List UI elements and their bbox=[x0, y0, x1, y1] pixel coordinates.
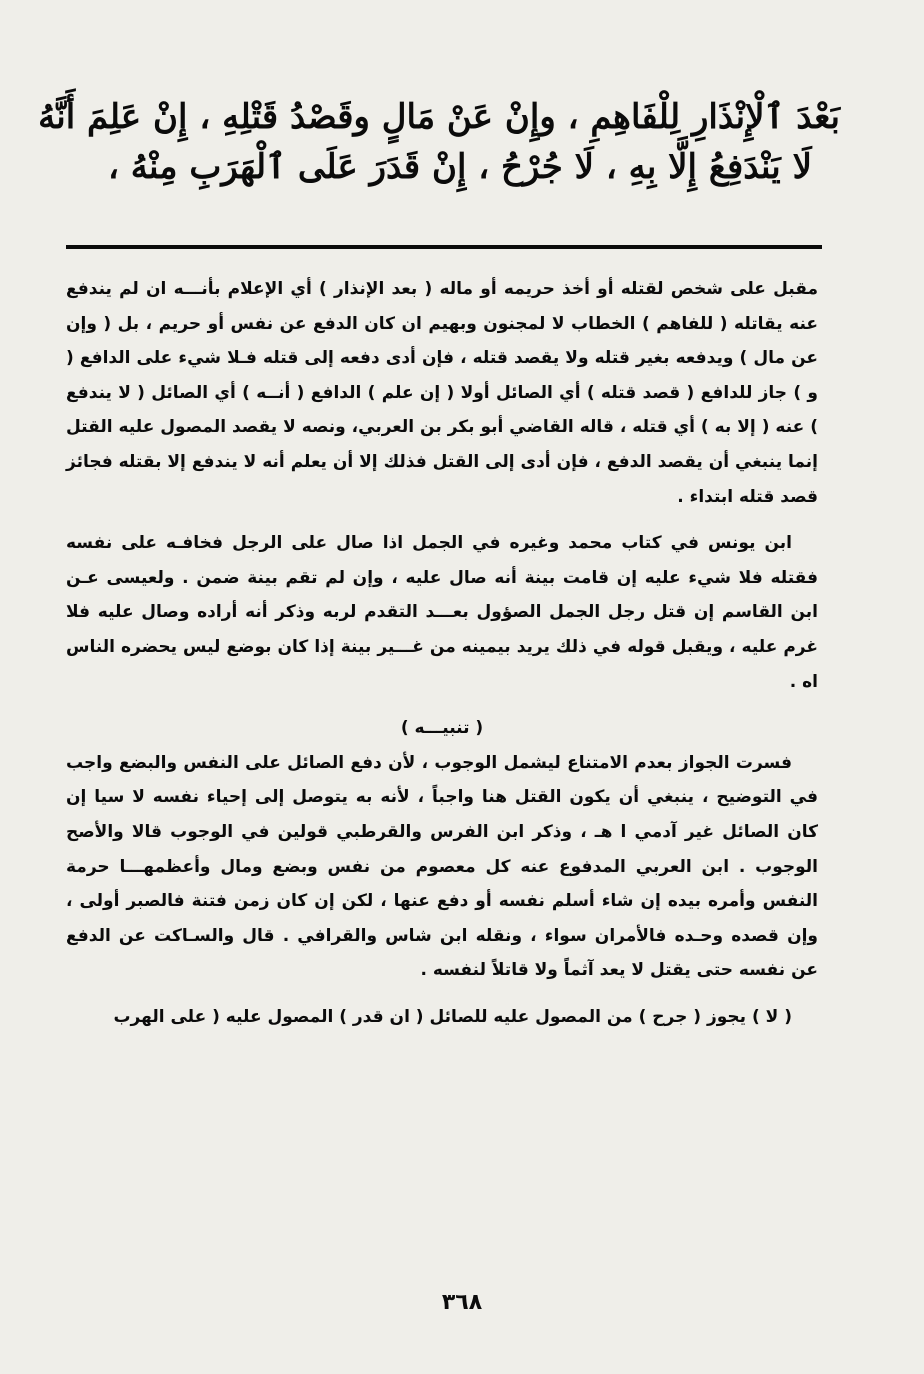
page-number: ٣٦٨ bbox=[441, 1290, 483, 1315]
section-heading: ( تنبيـــه ) bbox=[400, 718, 484, 739]
commentary-paragraph-1: مقبل على شخص لقتله أو أخذ حريمه أو ماله ( بعد الإنذار ) أي الإعلام بأنـــه ان لم يندفع عنه يقاتله ( للفاهم ) الخطاب لا لمجنون وبهيم ان كان الدفع عن نفس أو حريم ، بل ( وإن عن مال ) ويدفعه بغير قتله ولا يقصد قتله ، فإن أدى دفعه إلى قتله فـلا شيء على الدافع ( و ) جاز للدافع ( قصد قتله ) أي الصائل أولا ( إن علم ) الدافع ( أنــه ) أي الصائل ( لا يندفع ) عنه ( إلا به ) أي قتله ، قاله القاضي أبو بكر بن العربي، ونصه لا يقصد المصول عليه القتل إنما ينبغي أن يقصد الدفع ، فإن أدى إلى القتل فذلك إلا أن يعلم أنه لا يندفع إلا بقتله فجائز قصد قتله ابتداء . bbox=[66, 279, 818, 507]
commentary-paragraph-2: ابن يونس في كتاب محمد وغيره في الجمل اذا صال على الرجل فخافـه على نفسه فقتله فلا شيء عليه إن قامت بينة أنه صال عليه ، وإن لم تقم بينة ضمن . ولعيسى عـن ابن القاسم إن قتل رجل الجمل الصؤول بعـــد التقدم لربه وذكر أنه أراده وصال عليه فلا غرم عليه ، ويقبل قوله في ذلك يريد بيمينه من غـــير بينة إذا كان بوضع ليس يحضره الناس اه . bbox=[66, 533, 818, 692]
commentary-text bbox=[66, 272, 818, 1034]
matn-line-2: لَا يَنْدَفِعُ إِلَّا بِهِ ، لَا جُرْحُ ، إِنْ قَدَرَ عَلَى ٱلْهَرَبِ مِنْهُ ، bbox=[108, 147, 812, 187]
matn-line-1: بَعْدَ ٱلْإِنْذَارِ لِلْفَاهِمِ ، وإِنْ عَنْ مَالٍ وقَصْدُ قَتْلِهِ ، إِنْ عَلِمَ أَنَّهُ bbox=[38, 97, 840, 137]
commentary-paragraph-3: فسرت الجواز بعدم الامتناع ليشمل الوجوب ، لأن دفع الصائل على النفس والبضع واجب في التوضيح ، ينبغي أن يكون القتل هنا واجباً ، لأنه به يتوصل إلى إحياء نفسه لا سيا إن كان الصائل غير آدمي ا هـ ، وذكر ابن الفرس والقرطبي قولين في الوجوب قالا والأصح الوجوب . ابن العربي المدفوع عنه كل معصوم من نفس وبضع ومال وأعظمهـــا حرمة النفس وأمره بيده إن شاء أسلم نفسه أو دفع عنها ، لكن إن كان زمن فتنة فالصبر أولى ، وإن قصده وحـده فالأمران سواء ، ونقله ابن شاس والقرافي . قال والسـاكت عن الدفع عن نفسه حتى يقتل لا يعد آثماً ولا قاتلاً لنفسه . bbox=[66, 752, 818, 981]
commentary-paragraph-4: ( لا ) يجوز ( جرح ) من المصول عليه للصائل ( ان قدر ) المصول عليه ( على الهرب bbox=[113, 1006, 792, 1027]
separator-rule bbox=[66, 245, 822, 249]
matn-text bbox=[38, 92, 840, 192]
